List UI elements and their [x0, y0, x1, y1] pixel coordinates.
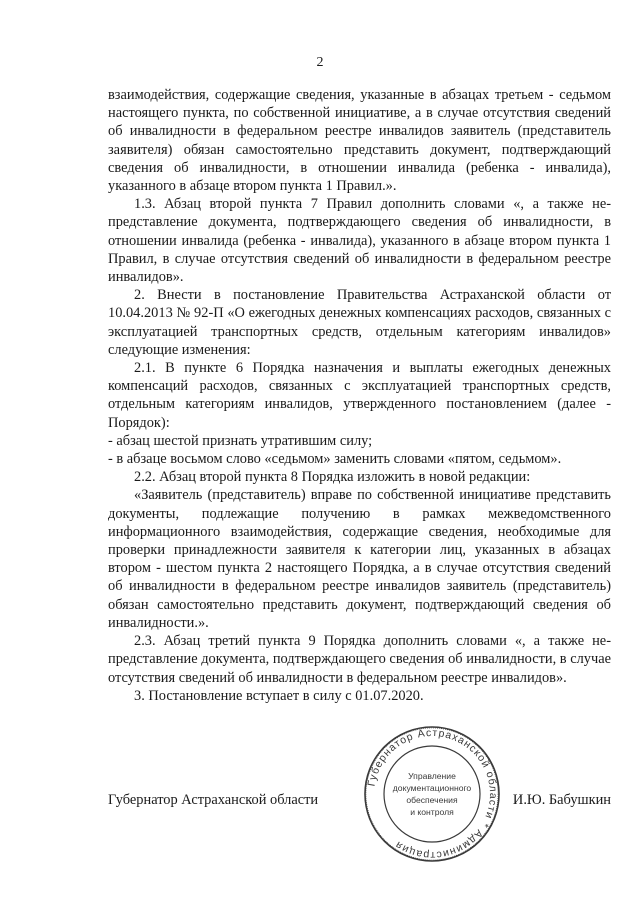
- paragraph: взаимодействия, содержащие сведения, указанные в абзацах третьем - седьмом настоящего пункта, по собственной инициативе, а в случае отсутствия сведений об инвалидности в федеральном реестре инвалидов заявитель (представитель заявителя) обязан самостоятельно представить документ, подтверждающий сведения об инвалидности, в отношении инвалида (ребенка - инвалида), указанного в абзаце втором пункта 1 Правил.».: [108, 87, 611, 195]
- paragraph: «Заявитель (представитель) вправе по собственной инициативе представить документы, подлежащие получению в рамках межведомственного информационного взаимодействия, содержащие сведения, необходимые для проверки принадлежности заявителя к категории лиц, указанных в абзацах втором - шестом пункта 2 настоящего Порядка, а в случае отсутствия сведений об инвалидности в федеральном реестре инвалидов заявитель (представитель) обязан самостоятельно представить документ, подтверждающий сведения об инвалидности.».: [108, 487, 611, 631]
- signatory-name: И.Ю. Бабушкин: [512, 792, 611, 808]
- paragraph: 1.3. Абзац второй пункта 7 Правил дополнить словами «, а также не-представление документа, подтверждающего сведения об инвалидности, в отношении инвалида (ребенка - инвалида), указанного в абзаце втором пункта 1 Правил, в случае отсутствия сведений об инвалидности в федеральном реестре инвалидов».: [108, 196, 611, 286]
- paragraph: 2.2. Абзац второй пункта 8 Порядка изложить в новой редакции:: [134, 469, 531, 486]
- paragraph: 3. Постановление вступает в силу с 01.07.2020.: [134, 687, 424, 704]
- paragraph: 2.3. Абзац третий пункта 9 Порядка дополнить словами «, а также не-представление документа, подтверждающего сведения об инвалидности, в случае отсутствия сведений об инвалидности в федеральном реестре инвалидов».: [108, 633, 611, 686]
- paragraph: - абзац шестой признать утратившим силу;: [108, 432, 373, 449]
- paragraph: 2.1. В пункте 6 Порядка назначения и выплаты ежегодных денежных компенсаций расходов, связанных с эксплуатацией транспортных средств, отдельным категориям инвалидов, утвержденного постановлением (далее - Порядок):: [108, 360, 611, 431]
- stamp-line: Управление: [408, 771, 456, 781]
- document-body: [108, 86, 611, 705]
- stamp-line: и контроля: [410, 807, 454, 817]
- signatory-title: Губернатор Астраханской области: [108, 792, 319, 808]
- page-number: 2: [316, 55, 324, 70]
- stamp-outer-text: Губернатор Астраханской области * Администрация: [365, 726, 500, 862]
- paragraph: - в абзаце восьмом слово «седьмом» заменить словами «пятом, седьмом».: [108, 451, 562, 468]
- official-stamp: [362, 724, 502, 864]
- paragraph: 2. Внести в постановление Правительства Астраханской области от 10.04.2013 № 92-П «О ежегодных денежных компенсациях расходов, связанных с эксплуатацией транспортных средств, отдельным категориям инвалидов» следующие изменения:: [108, 287, 611, 358]
- stamp-line: документационного: [392, 783, 472, 793]
- stamp-line: обеспечения: [406, 795, 458, 805]
